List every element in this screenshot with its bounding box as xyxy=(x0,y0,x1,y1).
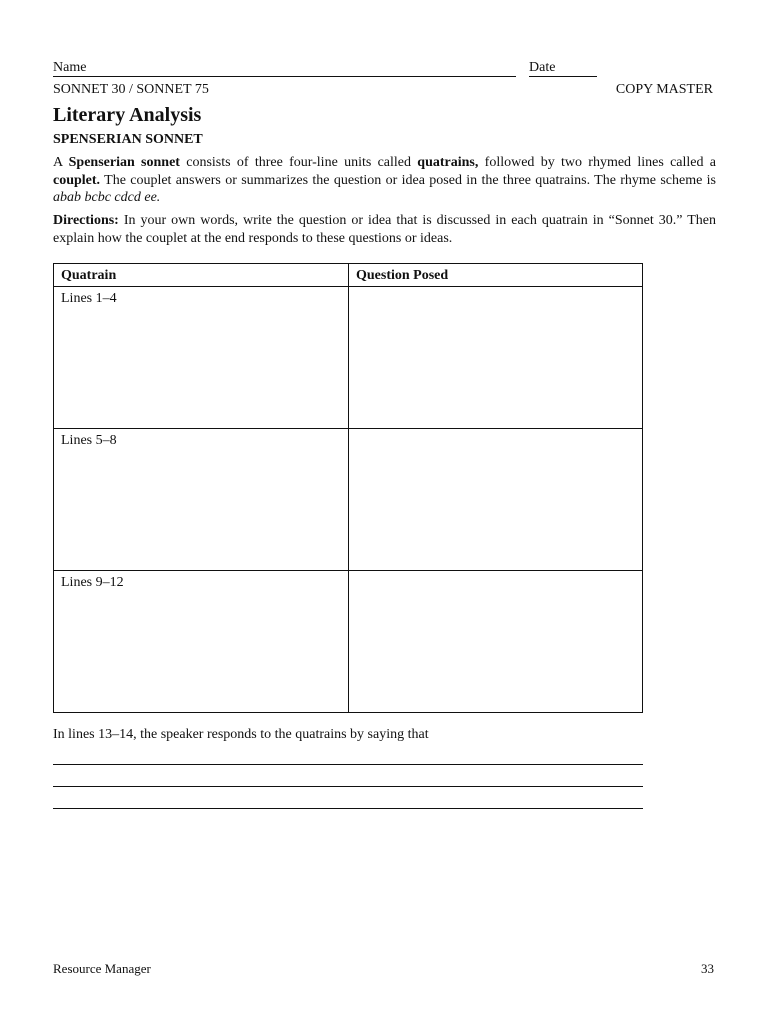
answer-line[interactable] xyxy=(53,786,643,787)
response-prompt: In lines 13–14, the speaker responds to the quatrains by saying that xyxy=(53,727,429,742)
intro-text: A xyxy=(53,155,69,170)
quatrain-cell: Lines 9–12 xyxy=(54,571,349,713)
page-number: 33 xyxy=(701,961,714,976)
section-subtitle: SPENSERIAN SONNET xyxy=(53,132,203,147)
table-row xyxy=(54,287,643,429)
directions-paragraph xyxy=(53,212,716,247)
running-header xyxy=(53,82,713,98)
answer-line[interactable] xyxy=(53,808,643,809)
rhyme-scheme: abab bcbc cdcd ee. xyxy=(53,190,161,205)
footer-publication: Resource Manager xyxy=(53,961,151,976)
question-answer-cell[interactable] xyxy=(349,571,643,713)
table-row xyxy=(54,571,643,713)
table-header-row xyxy=(54,264,643,287)
intro-text: consists of three four-line units called xyxy=(179,155,418,170)
page-title: Literary Analysis xyxy=(53,104,202,126)
intro-text: The couplet answers or summarizes the question or idea posed in the three quatrains. The rhyme scheme is xyxy=(100,172,716,188)
intro-text: followed by two rhymed lines called a xyxy=(478,155,716,170)
quatrain-cell: Lines 1–4 xyxy=(54,287,349,429)
table-row xyxy=(54,429,643,571)
copy-master-label: COPY MASTER xyxy=(615,82,713,97)
term-quatrains: quatrains, xyxy=(417,155,479,170)
name-field[interactable] xyxy=(53,76,516,77)
unit-title: SONNET 30 / SONNET 75 xyxy=(53,82,209,97)
question-answer-cell[interactable] xyxy=(349,287,643,429)
worksheet-page xyxy=(53,0,716,1024)
question-answer-cell[interactable] xyxy=(349,429,643,571)
quatrain-table xyxy=(53,263,643,713)
directions-label: Directions: xyxy=(53,213,119,228)
date-field[interactable] xyxy=(529,76,597,77)
column-header-quatrain: Quatrain xyxy=(54,264,349,287)
directions-text: In your own words, write the question or idea that is discussed in each quatrain in “Sonnet 30.” Then explain how the couplet at the end responds to these questions or ideas. xyxy=(53,213,716,246)
column-header-question-posed: Question Posed xyxy=(349,264,643,287)
intro-paragraph xyxy=(53,154,716,207)
name-date-row xyxy=(53,60,716,78)
date-label: Date xyxy=(529,60,556,75)
term-spenserian-sonnet: Spenserian sonnet xyxy=(68,155,180,170)
name-label: Name xyxy=(53,60,87,75)
answer-line[interactable] xyxy=(53,764,643,765)
quatrain-cell: Lines 5–8 xyxy=(54,429,349,571)
term-couplet: couplet. xyxy=(53,172,101,188)
